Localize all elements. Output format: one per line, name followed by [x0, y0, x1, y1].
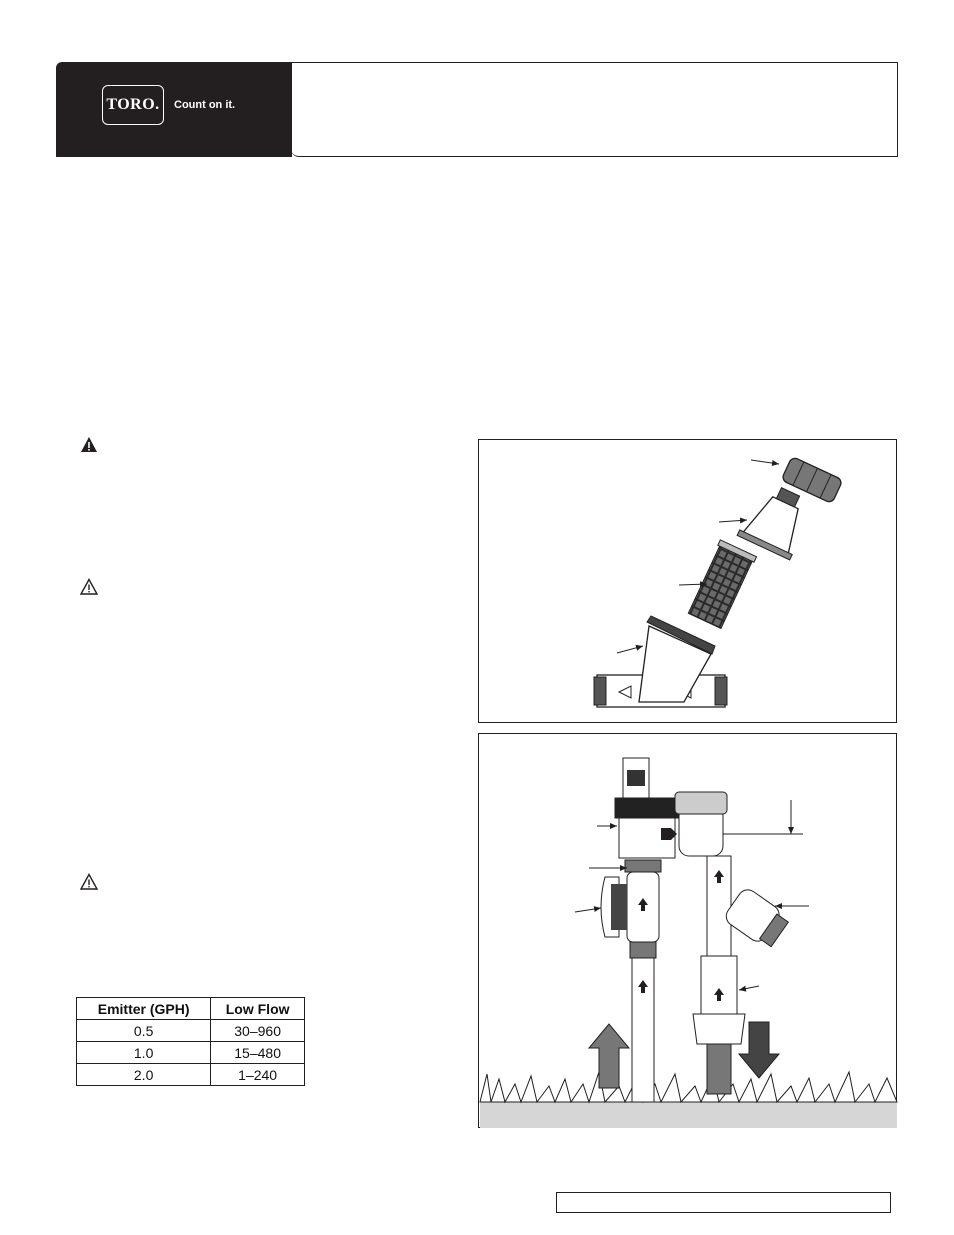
table-cell: 1.0: [77, 1042, 211, 1064]
warning-outline-icon: [80, 873, 98, 890]
table-cell: 15–480: [211, 1042, 305, 1064]
table-row: [77, 1064, 305, 1086]
warning-filled-icon: [80, 436, 98, 453]
table-header-row: [77, 998, 305, 1020]
callout-arrow: [751, 460, 779, 464]
table-cell: 2.0: [77, 1064, 211, 1086]
assembly-illustration: [479, 734, 898, 1129]
table-row: [77, 1020, 305, 1042]
column-header-emitter: Emitter (GPH): [77, 998, 211, 1020]
y-filter: [722, 886, 791, 951]
logo-tagline: Count on it.: [174, 99, 236, 111]
table-cell: 1–240: [211, 1064, 305, 1086]
callout-arrow: [739, 986, 759, 990]
table-cell: 0.5: [77, 1020, 211, 1042]
column-header-low-flow: Low Flow: [211, 998, 305, 1020]
flow-up-arrow: [589, 1024, 629, 1088]
ground-soil: [480, 1102, 897, 1128]
footer-box: [556, 1192, 891, 1213]
figure-filter-exploded: [478, 439, 897, 723]
emitter-flow-table: [76, 997, 305, 1086]
callout-arrow: [719, 520, 747, 522]
toro-logo: [102, 85, 164, 125]
table-cell: 30–960: [211, 1020, 305, 1042]
table-row: [77, 1042, 305, 1064]
flow-down-arrow: [739, 1022, 779, 1078]
filter-body: [594, 616, 727, 707]
callout-arrow: [575, 908, 601, 912]
header-title-box: [291, 62, 898, 157]
grass: [480, 1072, 897, 1102]
regulator-body: [701, 956, 737, 1014]
figure-assembly-installation: [478, 733, 897, 1128]
inlet-pipe: [632, 956, 654, 1102]
warning-outline-icon: [80, 578, 98, 595]
filter-exploded-illustration: [479, 440, 898, 724]
logo-brand-text: TORO.: [106, 96, 160, 113]
header-logo-block: [56, 62, 291, 157]
callout-arrow: [617, 646, 643, 653]
